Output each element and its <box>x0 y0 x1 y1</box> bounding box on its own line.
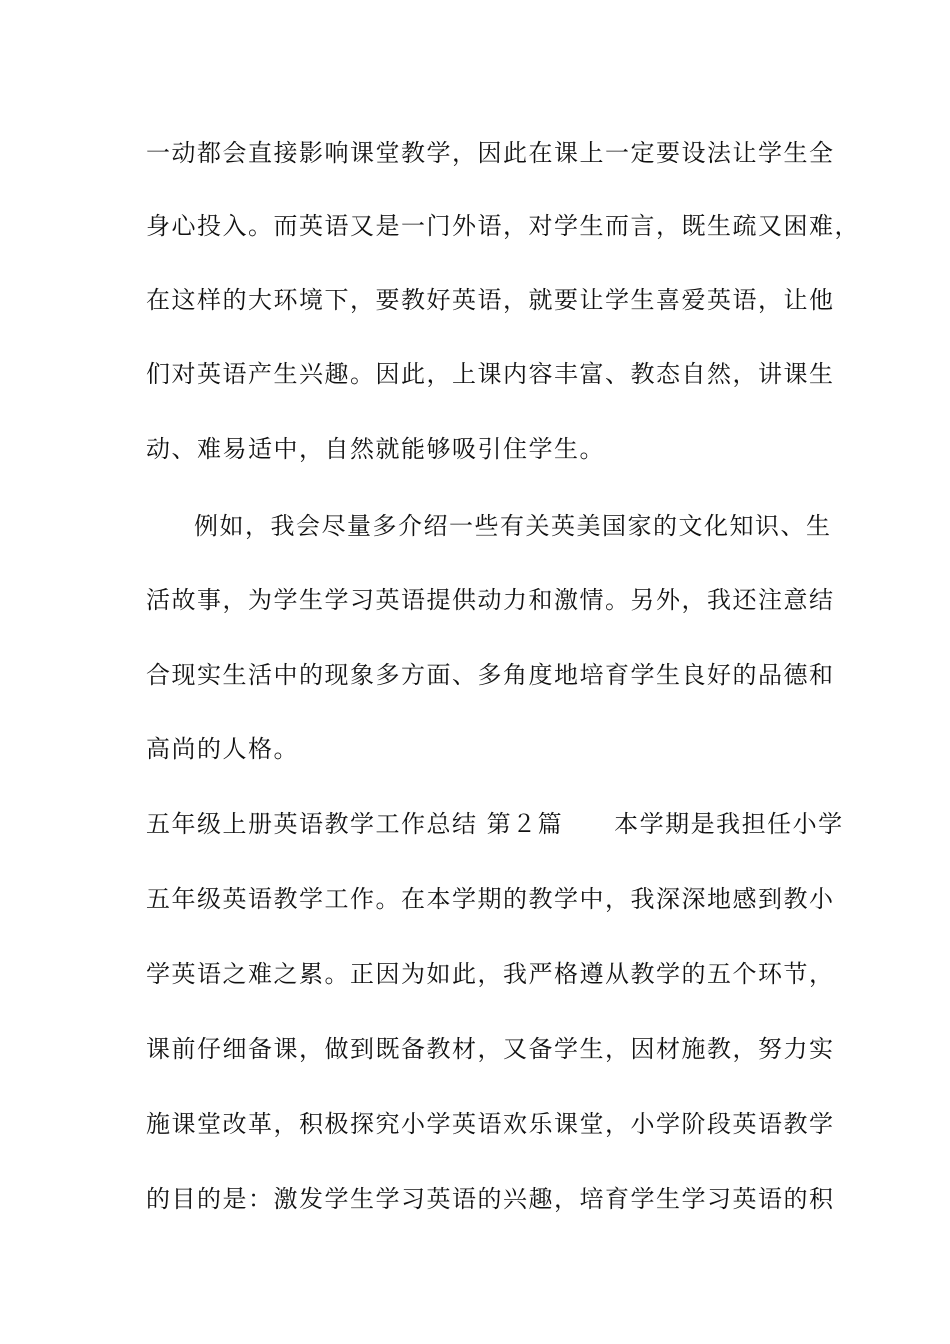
text-line: 活故事，为学生学习英语提供动力和激情。另外，我还注意结 <box>146 586 835 614</box>
text-line: 动、难易适中，自然就能够吸引住学生。 <box>146 435 605 463</box>
text-line: 学英语之难之累。正因为如此，我严格遵从教学的五个环节， <box>146 960 835 988</box>
text-line: 一动都会直接影响课堂教学，因此在课上一定要设法让学生全 <box>146 139 835 167</box>
paragraph-first-line: 例如，我会尽量多介绍一些有关英美国家的文化知识、生 <box>194 512 832 540</box>
text-line: 高尚的人格。 <box>146 735 299 763</box>
text-line: 合现实生活中的现象多方面、多角度地培育学生良好的品德和 <box>146 661 835 689</box>
text-line: 五年级英语教学工作。在本学期的教学中，我深深地感到教小 <box>146 885 835 913</box>
text-line: 施课堂改革，积极探究小学英语欢乐课堂，小学阶段英语教学 <box>146 1110 835 1138</box>
text-line: 在这样的大环境下，要教好英语，就要让学生喜爱英语，让他 <box>146 286 835 314</box>
text-line: 课前仔细备课，做到既备教材，又备学生，因材施教，努力实 <box>146 1035 835 1063</box>
text-line: 们对英语产生兴趣。因此，上课内容丰富、教态自然，讲课生 <box>146 360 835 388</box>
text-line: 的目的是：激发学生学习英语的兴趣，培育学生学习英语的积 <box>146 1185 835 1213</box>
section-heading-line: 五年级上册英语教学工作总结 第２篇 本学期是我担任小学 <box>146 810 844 838</box>
text-line: 身心投入。而英语又是一门外语，对学生而言，既生疏又困难， <box>146 212 860 240</box>
